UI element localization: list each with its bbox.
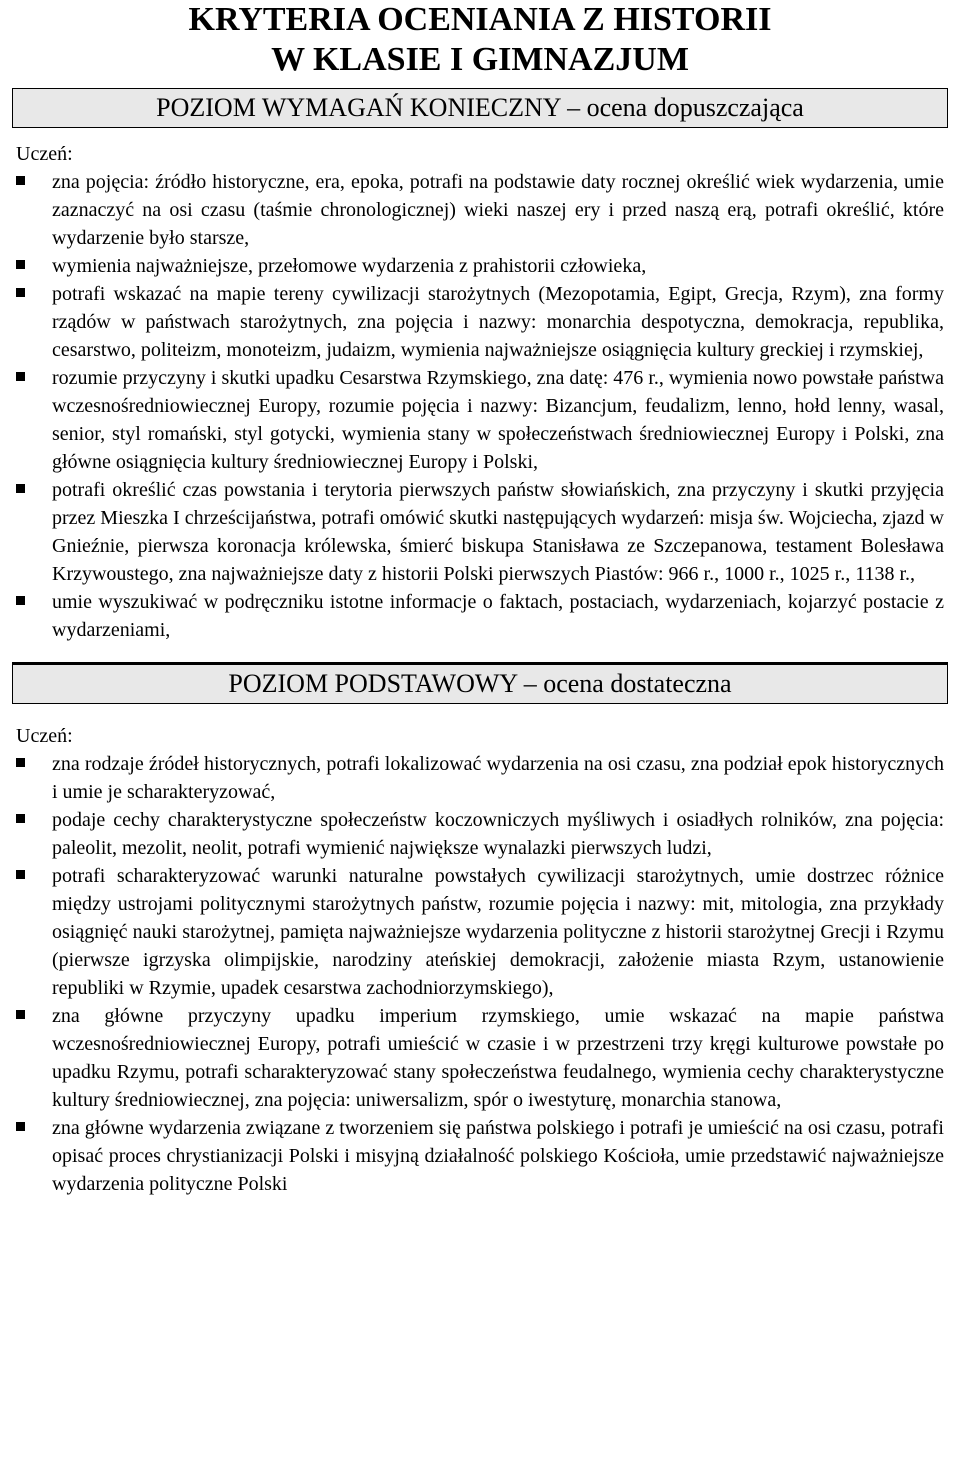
student-label: Uczeń: xyxy=(16,725,73,747)
list-item: podaje cechy charakterystyczne społeczeństw koczowniczych myśliwych i osiadłych rolników, zna pojęcia: paleolit, mezolit, neolit, potrafi wymienić największe wynalazki pierwszych ludzi, xyxy=(0,806,944,862)
section-heading-podstawowy: POZIOM PODSTAWOWY – ocena dostateczna xyxy=(12,662,948,704)
section-heading-konieczny: POZIOM WYMAGAŃ KONIECZNY – ocena dopuszczająca xyxy=(12,88,948,128)
square-bullet-icon xyxy=(16,176,25,185)
criteria-list-podstawowy xyxy=(0,750,960,1198)
student-label: Uczeń: xyxy=(16,143,73,165)
criteria-list-konieczny xyxy=(0,168,960,644)
square-bullet-icon xyxy=(16,814,25,823)
square-bullet-icon xyxy=(16,1122,25,1131)
list-item: zna główne przyczyny upadku imperium rzymskiego, umie wskazać na mapie państwa wczesnośredniowiecznej Europy, potrafi umieścić w czasie i w przestrzeni trzy kręgi kulturowe powstałe po upadku Rzymu, potrafi scharakteryzować stany społeczeństwa feudalnego, wymienia cechy charakterystyczne kultury średniowiecznej, zna pojęcia: uniwersalizm, spór o iwestyturę, monarchia stanowa, xyxy=(0,1002,944,1114)
square-bullet-icon xyxy=(16,288,25,297)
list-item: zna pojęcia: źródło historyczne, era, epoka, potrafi na podstawie daty rocznej określić wiek wydarzenia, umie zaznaczyć na osi czasu (taśmie chronologicznej) wieki naszej ery i przed naszą erą, potrafi określić, które wydarzenie było starsze, xyxy=(0,168,944,252)
square-bullet-icon xyxy=(16,596,25,605)
list-item: zna główne wydarzenia związane z tworzeniem się państwa polskiego i potrafi je umieścić na osi czasu, potrafi opisać proces chrystianizacji Polski i misyjną działalność polskiego Kościoła, umie przedstawić najważniejsze wydarzenia polityczne Polski xyxy=(0,1114,944,1198)
square-bullet-icon xyxy=(16,484,25,493)
square-bullet-icon xyxy=(16,260,25,269)
list-item: zna rodzaje źródeł historycznych, potrafi lokalizować wydarzenia na osi czasu, zna podział epok historycznych i umie je scharakteryzować, xyxy=(0,750,944,806)
list-item: potrafi określić czas powstania i terytoria pierwszych państw słowiańskich, zna przyczyny i skutki przyjęcia przez Mieszka I chrześcijaństwa, potrafi omówić skutki następujących wydarzeń: misja św. Wojciecha, zjazd w Gnieźnie, pierwsza koronacja królewska, śmierć biskupa Stanisława ze Szczepanowa, testament Bolesława Krzywoustego, zna najważniejsze daty z historii Polski pierwszych Piastów: 966 r., 1000 r., 1025 r., 1138 r., xyxy=(0,476,944,588)
document-title-line2: W KLASIE I GIMNAZJUM xyxy=(271,41,689,78)
list-item: rozumie przyczyny i skutki upadku Cesarstwa Rzymskiego, zna datę: 476 r., wymienia nowo powstałe państwa wczesnośredniowiecznej Europy, rozumie pojęcia i nazwy: Bizancjum, feudalizm, lenno, hołd lenny, wasal, senior, styl romański, styl gotycki, wymienia stany w społeczeństwach średniowiecznej Europy i Polski, zna główne osiągnięcia kultury średniowiecznej Europy i Polski, xyxy=(0,364,944,476)
square-bullet-icon xyxy=(16,870,25,879)
square-bullet-icon xyxy=(16,758,25,767)
list-item: potrafi scharakteryzować warunki naturalne powstałych cywilizacji starożytnych, umie dostrzec różnice między ustrojami politycznymi starożytnych państw, rozumie pojęcia i nazwy: mit, mitologia, zna przykłady osiągnięć nauki starożytnej, pamięta najważniejsze wydarzenia polityczne z historii starożytnej Grecji i Rzymu (pierwsze igrzyska olimpijskie, narodziny ateńskiej demokracji, założenie miasta Rzym, ustanowienie republiki w Rzymie, upadek cesarstwa zachodniorzymskiego), xyxy=(0,862,944,1002)
document-title-line1: KRYTERIA OCENIANIA Z HISTORII xyxy=(188,1,772,38)
list-item: potrafi wskazać na mapie tereny cywilizacji starożytnych (Mezopotamia, Egipt, Grecja, Rzym), zna formy rządów w państwach starożytnych, zna pojęcia i nazwy: monarchia despotyczna, demokracja, republika, cesarstwo, politeizm, monoteizm, judaizm, wymienia najważniejsze osiągnięcia kultury greckiej i rzymskiej, xyxy=(0,280,944,364)
list-item: umie wyszukiwać w podręczniku istotne informacje o faktach, postaciach, wydarzeniach, kojarzyć postacie z wydarzeniami, xyxy=(0,588,944,644)
square-bullet-icon xyxy=(16,1010,25,1019)
list-item: wymienia najważniejsze, przełomowe wydarzenia z prahistorii człowieka, xyxy=(0,252,944,280)
square-bullet-icon xyxy=(16,372,25,381)
